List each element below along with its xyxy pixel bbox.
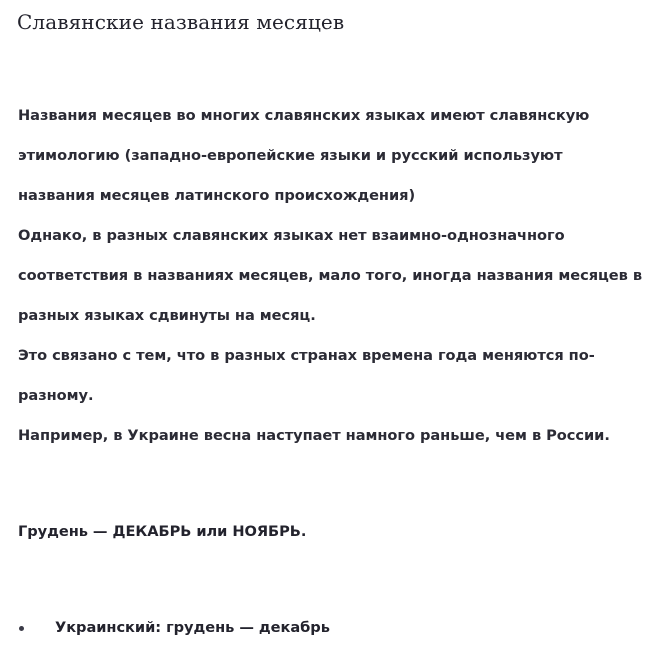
disc-bullet-icon — [19, 626, 24, 631]
statement-block — [18, 521, 650, 543]
article-body — [18, 96, 650, 456]
paragraph-example: Например, в Украине весна наступает намного раньше, чем в России. — [18, 427, 610, 444]
statement-gruden: Грудень — ДЕКАБРЬ или НОЯБРЬ. — [18, 523, 307, 540]
paragraph-ambiguity: Однако, в разных славянских языках нет взаимно-однозначного соответствия в названиях месяцев, мало того, иногда названия месяцев в разных языках сдвинуты на месяц. — [18, 227, 643, 324]
paragraph-etymology: Названия месяцев во многих славянских языках имеют славянскую этимологию (западно-европейские языки и русский используют названия месяцев латинского происхождения) — [18, 107, 590, 204]
list-item-label: Украинский: грудень — декабрь — [55, 619, 330, 636]
month-translation-list — [0, 617, 664, 639]
list-item — [0, 617, 664, 639]
paragraph-seasons: Это связано с тем, что в разных странах времена года меняются по-разному. — [18, 347, 595, 404]
page-title: Славянские названия месяцев — [17, 10, 345, 34]
